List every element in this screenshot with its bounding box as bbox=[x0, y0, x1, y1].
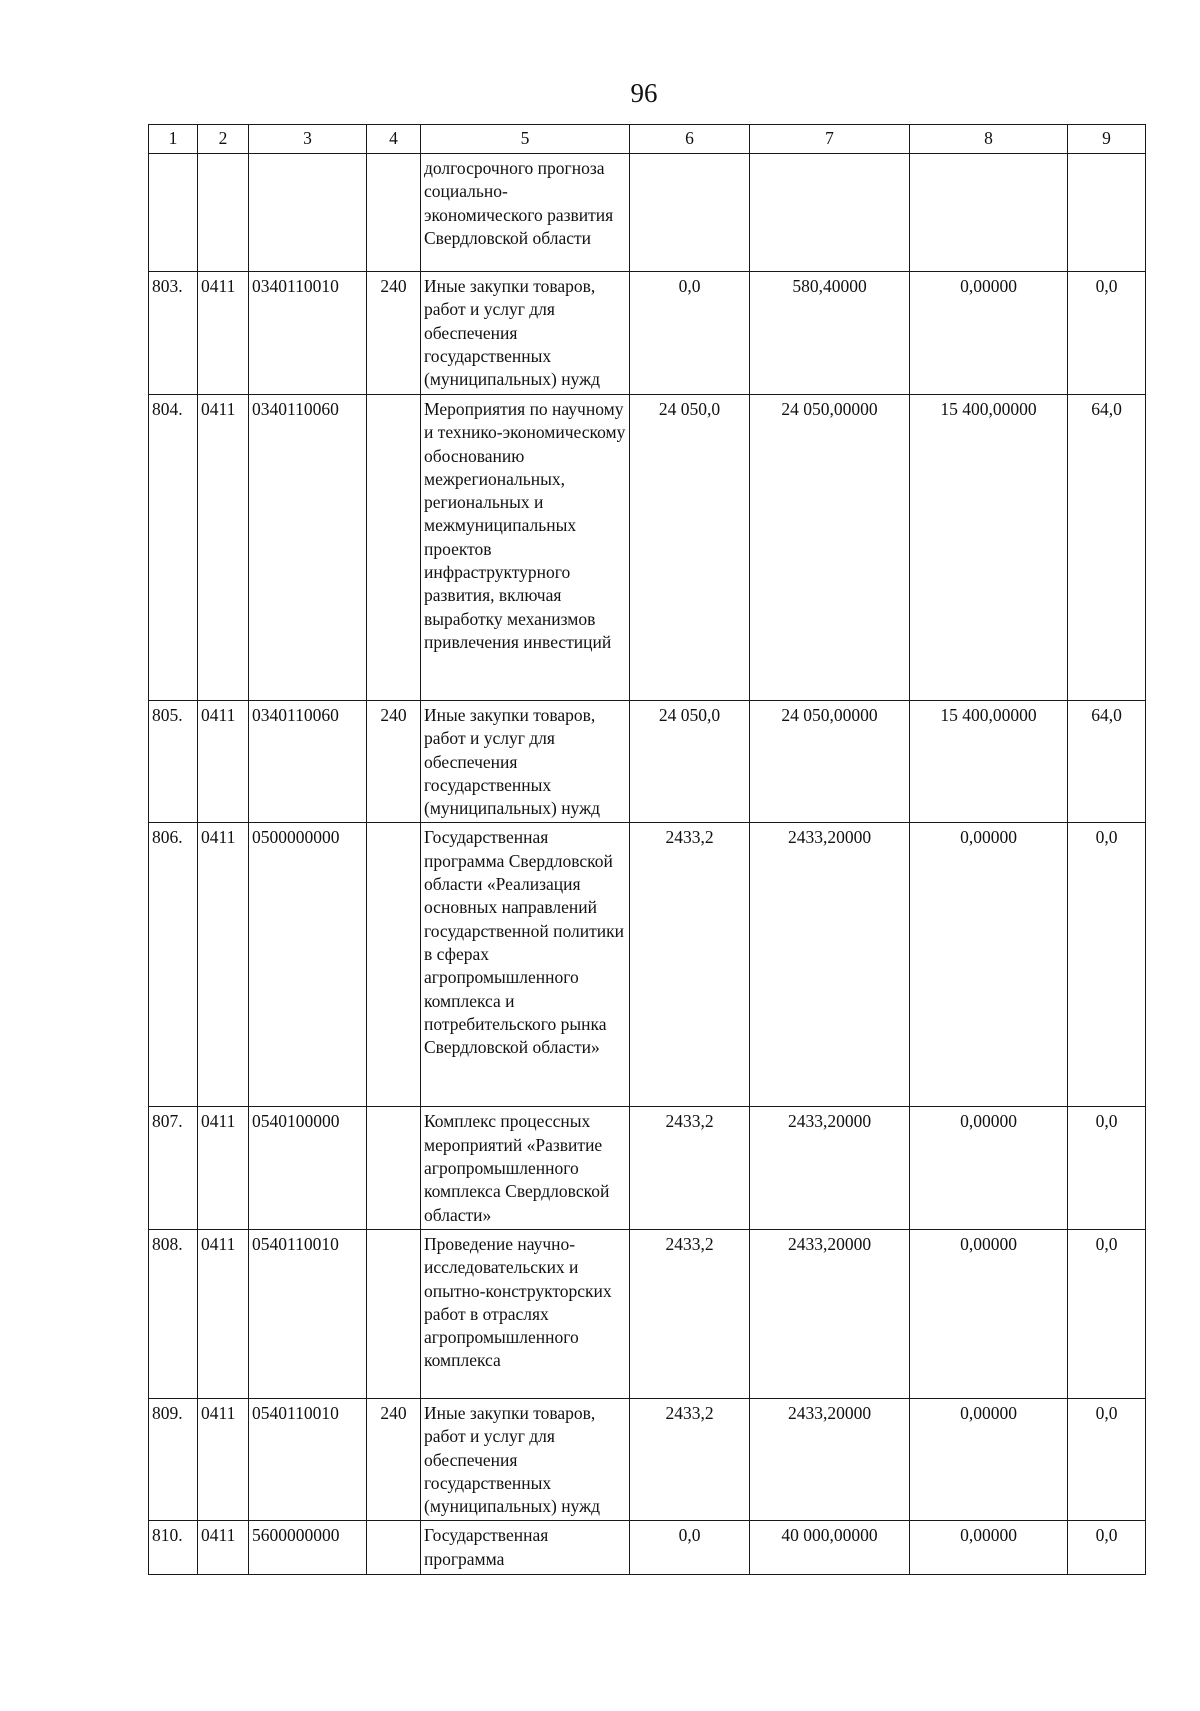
value-col-9: 0,0 bbox=[1068, 272, 1146, 395]
table-row bbox=[149, 154, 1146, 272]
value-col-8: 15 400,00000 bbox=[910, 701, 1068, 823]
row-number: 810. bbox=[149, 1521, 198, 1575]
value-col-7: 24 050,00000 bbox=[750, 395, 910, 701]
item-name: Комплекс процессных мероприятий «Развитие агропромышленного комплекса Свердловской области» bbox=[421, 1107, 630, 1229]
value-col-8: 15 400,00000 bbox=[910, 395, 1068, 701]
target-article-code: 0540110010 bbox=[249, 1398, 367, 1520]
row-number: 808. bbox=[149, 1229, 198, 1398]
column-header: 7 bbox=[750, 125, 910, 154]
value-col-6: 24 050,0 bbox=[630, 395, 750, 701]
item-name: Мероприятия по научному и технико-экономическому обоснованию межрегиональных, региональных и межмуниципальных проектов инфраструктурного развития, включая выработку механизмов привлечения инвестиций bbox=[421, 395, 630, 701]
target-article-code: 5600000000 bbox=[249, 1521, 367, 1575]
value-col-6: 2433,2 bbox=[630, 823, 750, 1107]
expense-type-code bbox=[367, 1107, 421, 1229]
expense-type-code bbox=[367, 395, 421, 701]
value-col-9: 64,0 bbox=[1068, 395, 1146, 701]
target-article-code bbox=[249, 154, 367, 272]
section-code: 0411 bbox=[198, 823, 249, 1107]
value-col-9: 0,0 bbox=[1068, 1398, 1146, 1520]
value-col-8: 0,00000 bbox=[910, 272, 1068, 395]
row-number: 805. bbox=[149, 701, 198, 823]
value-col-7: 580,40000 bbox=[750, 272, 910, 395]
item-name: Государственная программа bbox=[421, 1521, 630, 1575]
value-col-8: 0,00000 bbox=[910, 1107, 1068, 1229]
value-col-9: 0,0 bbox=[1068, 823, 1146, 1107]
row-number: 809. bbox=[149, 1398, 198, 1520]
target-article-code: 0540100000 bbox=[249, 1107, 367, 1229]
section-code: 0411 bbox=[198, 1229, 249, 1398]
expense-type-code: 240 bbox=[367, 1398, 421, 1520]
section-code bbox=[198, 154, 249, 272]
table-row bbox=[149, 1521, 1146, 1575]
value-col-7: 2433,20000 bbox=[750, 1398, 910, 1520]
value-col-9: 0,0 bbox=[1068, 1521, 1146, 1575]
page-number: 96 bbox=[630, 78, 658, 108]
expense-type-code bbox=[367, 154, 421, 272]
column-header: 3 bbox=[249, 125, 367, 154]
row-number: 807. bbox=[149, 1107, 198, 1229]
item-name: Иные закупки товаров, работ и услуг для обеспечения государственных (муниципальных) нужд bbox=[421, 701, 630, 823]
value-col-7 bbox=[750, 154, 910, 272]
target-article-code: 0500000000 bbox=[249, 823, 367, 1107]
column-header: 8 bbox=[910, 125, 1068, 154]
column-header: 1 bbox=[149, 125, 198, 154]
value-col-6: 2433,2 bbox=[630, 1398, 750, 1520]
row-number: 803. bbox=[149, 272, 198, 395]
target-article-code: 0340110010 bbox=[249, 272, 367, 395]
value-col-8 bbox=[910, 154, 1068, 272]
section-code: 0411 bbox=[198, 395, 249, 701]
item-name: долгосрочного прогноза социально-экономического развития Свердловской области bbox=[421, 154, 630, 272]
row-number: 804. bbox=[149, 395, 198, 701]
value-col-6: 24 050,0 bbox=[630, 701, 750, 823]
value-col-7: 2433,20000 bbox=[750, 1229, 910, 1398]
column-header: 2 bbox=[198, 125, 249, 154]
value-col-8: 0,00000 bbox=[910, 1229, 1068, 1398]
value-col-8: 0,00000 bbox=[910, 823, 1068, 1107]
value-col-8: 0,00000 bbox=[910, 1398, 1068, 1520]
expense-type-code bbox=[367, 1229, 421, 1398]
section-code: 0411 bbox=[198, 701, 249, 823]
section-code: 0411 bbox=[198, 1107, 249, 1229]
expense-type-code: 240 bbox=[367, 272, 421, 395]
header-row bbox=[149, 125, 1146, 154]
value-col-8: 0,00000 bbox=[910, 1521, 1068, 1575]
column-header: 9 bbox=[1068, 125, 1146, 154]
table-row bbox=[149, 823, 1146, 1107]
target-article-code: 0340110060 bbox=[249, 395, 367, 701]
table-row bbox=[149, 1229, 1146, 1398]
table-row bbox=[149, 1398, 1146, 1520]
value-col-9: 0,0 bbox=[1068, 1229, 1146, 1398]
item-name: Иные закупки товаров, работ и услуг для обеспечения государственных (муниципальных) нужд bbox=[421, 1398, 630, 1520]
value-col-7: 24 050,00000 bbox=[750, 701, 910, 823]
budget-table bbox=[148, 124, 1146, 1575]
target-article-code: 0540110010 bbox=[249, 1229, 367, 1398]
item-name: Иные закупки товаров, работ и услуг для обеспечения государственных (муниципальных) нужд bbox=[421, 272, 630, 395]
value-col-9 bbox=[1068, 154, 1146, 272]
row-number bbox=[149, 154, 198, 272]
section-code: 0411 bbox=[198, 1398, 249, 1520]
column-header: 5 bbox=[421, 125, 630, 154]
section-code: 0411 bbox=[198, 1521, 249, 1575]
value-col-7: 2433,20000 bbox=[750, 823, 910, 1107]
table-row bbox=[149, 701, 1146, 823]
value-col-6: 0,0 bbox=[630, 272, 750, 395]
value-col-6: 0,0 bbox=[630, 1521, 750, 1575]
table-row bbox=[149, 272, 1146, 395]
item-name: Проведение научно-исследовательских и опытно-конструкторских работ в отраслях агропромышленного комплекса bbox=[421, 1229, 630, 1398]
column-header: 4 bbox=[367, 125, 421, 154]
value-col-9: 64,0 bbox=[1068, 701, 1146, 823]
expense-type-code bbox=[367, 1521, 421, 1575]
expense-type-code: 240 bbox=[367, 701, 421, 823]
value-col-7: 40 000,00000 bbox=[750, 1521, 910, 1575]
item-name: Государственная программа Свердловской области «Реализация основных направлений государственной политики в сферах агропромышленного комплекса и потребительского рынка Свердловской области» bbox=[421, 823, 630, 1107]
value-col-6 bbox=[630, 154, 750, 272]
table-row bbox=[149, 1107, 1146, 1229]
value-col-6: 2433,2 bbox=[630, 1229, 750, 1398]
value-col-7: 2433,20000 bbox=[750, 1107, 910, 1229]
table-row bbox=[149, 395, 1146, 701]
row-number: 806. bbox=[149, 823, 198, 1107]
section-code: 0411 bbox=[198, 272, 249, 395]
expense-type-code bbox=[367, 823, 421, 1107]
column-header: 6 bbox=[630, 125, 750, 154]
value-col-9: 0,0 bbox=[1068, 1107, 1146, 1229]
target-article-code: 0340110060 bbox=[249, 701, 367, 823]
value-col-6: 2433,2 bbox=[630, 1107, 750, 1229]
